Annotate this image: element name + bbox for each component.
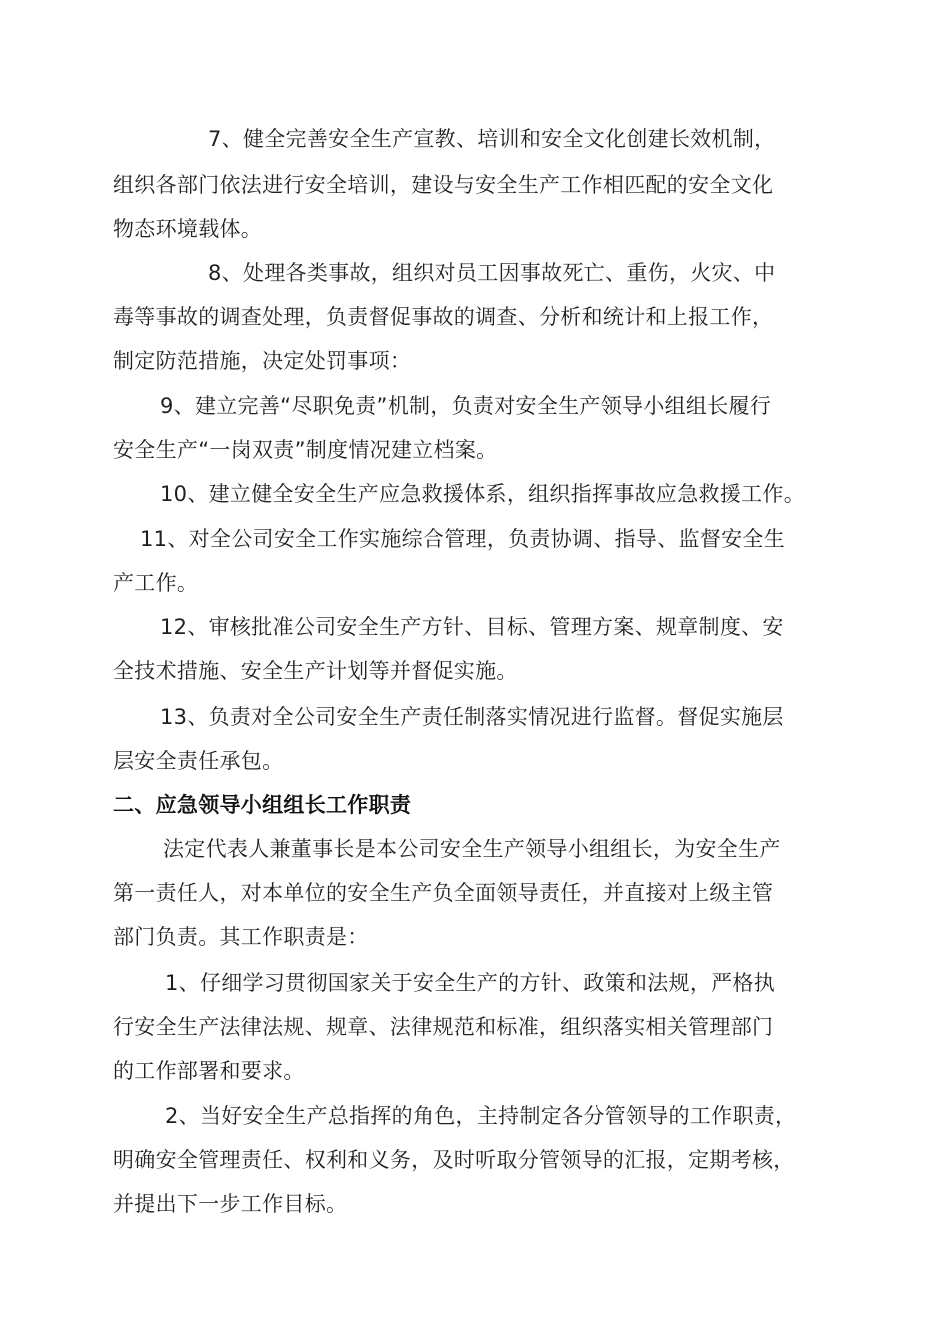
text-line: 安全生产“一岗双责”制度情况建立档案。 bbox=[113, 438, 498, 462]
text-line: 法定代表人兼董事长是本公司安全生产领导小组组长，为安全生产 bbox=[163, 837, 781, 861]
text-line: 11、对全公司安全工作实施综合管理，负责协调、指导、监督安全生 bbox=[140, 527, 786, 551]
text-line: 部门负责。其工作职责是： bbox=[113, 925, 369, 949]
text-line: 10、建立健全安全生产应急救援体系，组织指挥事故应急救援工作。 bbox=[160, 482, 806, 506]
text-line: 全技术措施、安全生产计划等并督促实施。 bbox=[113, 659, 518, 683]
text-line: 产工作。 bbox=[113, 571, 199, 595]
text-line: 并提出下一步工作目标。 bbox=[113, 1192, 348, 1216]
text-line: 8、处理各类事故，组织对员工因事故死亡、重伤，火灾、中 bbox=[208, 261, 776, 285]
text-line: 1、仔细学习贯彻国家关于安全生产的方针、政策和法规，严格执 bbox=[165, 971, 776, 995]
text-line: 2、当好安全生产总指挥的角色，主持制定各分管领导的工作职责， bbox=[165, 1104, 797, 1128]
text-line: 7、健全完善安全生产宣教、培训和安全文化创建长效机制， bbox=[208, 127, 776, 151]
text-line: 制定防范措施，决定处罚事项： bbox=[113, 349, 412, 373]
text-line: 行安全生产法律法规、规章、法律规范和标准，组织落实相关管理部门 bbox=[113, 1015, 774, 1039]
text-line: 12、审核批准公司安全生产方针、目标、管理方案、规章制度、安 bbox=[160, 615, 784, 639]
text-line: 明确安全管理责任、权利和义务，及时听取分管领导的汇报，定期考核， bbox=[113, 1148, 795, 1172]
text-line: 组织各部门依法进行安全培训，建设与安全生产工作相匹配的安全文化 bbox=[113, 173, 774, 197]
text-line: 的工作部署和要求。 bbox=[113, 1059, 305, 1083]
text-line: 物态环境载体。 bbox=[113, 217, 263, 241]
text-line: 第一责任人，对本单位的安全生产负全面领导责任，并直接对上级主管 bbox=[113, 881, 774, 905]
text-line: 毒等事故的调查处理，负责督促事故的调查、分析和统计和上报工作， bbox=[113, 305, 774, 329]
text-line: 层安全责任承包。 bbox=[113, 749, 284, 773]
text-line: 13、负责对全公司安全生产责任制落实情况进行监督。督促实施层 bbox=[160, 705, 784, 729]
section-heading: 二、应急领导小组组长工作职责 bbox=[113, 793, 412, 817]
text-line: 9、建立完善“尽职免责”机制，负责对安全生产领导小组组长履行 bbox=[160, 394, 772, 418]
